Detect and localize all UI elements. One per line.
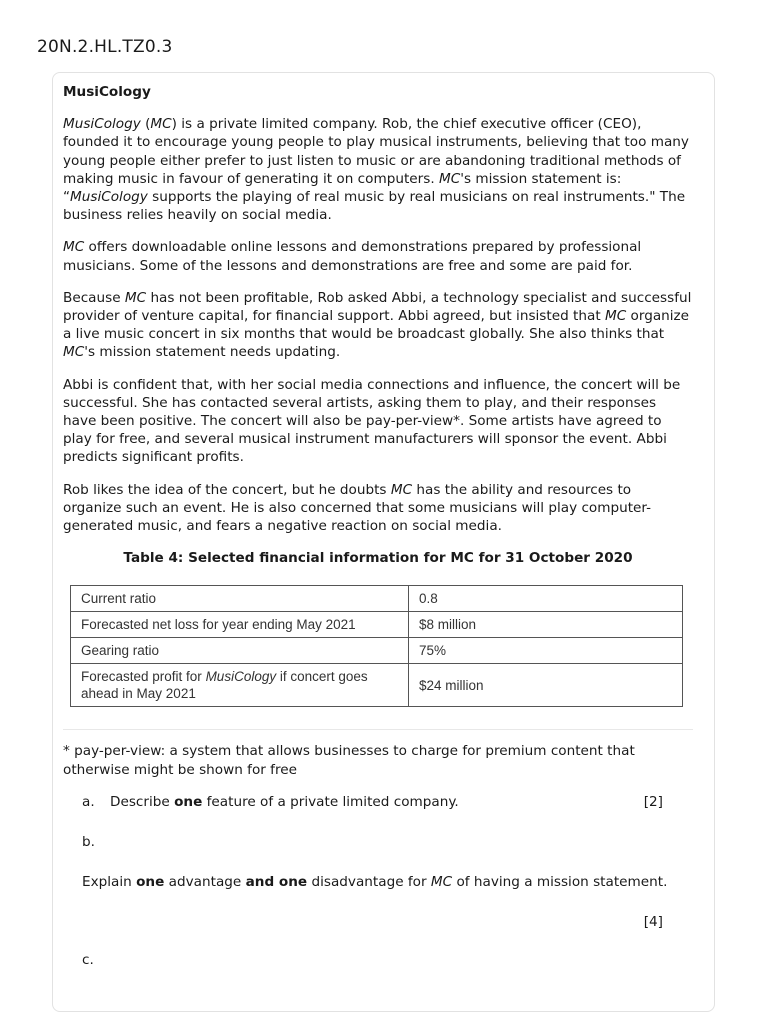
- question-text: Describe one feature of a private limited company.: [110, 793, 459, 810]
- table-cell-label: Forecasted profit for MusiCology if concert goes ahead in May 2021: [71, 664, 409, 707]
- question-a: [82, 793, 693, 811]
- table-row: [71, 664, 683, 707]
- question-c: [82, 951, 693, 969]
- table-cell-value: 75%: [409, 638, 683, 664]
- table-cell-label: Current ratio: [71, 586, 409, 612]
- question-b: [82, 873, 682, 891]
- question-letter: a.: [82, 793, 95, 810]
- question-letter: b.: [82, 834, 95, 851]
- question-card: [52, 72, 715, 1012]
- question-letter: c.: [82, 952, 94, 969]
- footnote: * pay-per-view: a system that allows businesses to charge for premium content that otherwise might be shown for free: [63, 743, 635, 778]
- table-cell-label: Gearing ratio: [71, 638, 409, 664]
- divider: [63, 729, 693, 730]
- case-paragraph-5: Rob likes the idea of the concert, but he doubts MC has the ability and resources to organize such an event. He is also concerned that some musicians will play computer-generated music, and fears a negative reaction on social media.: [63, 481, 652, 535]
- question-b-letter-row: [82, 833, 693, 851]
- case-title: MusiCology: [63, 84, 151, 100]
- table-row: [71, 586, 683, 612]
- question-text: Explain one advantage and one disadvantage for MC of having a mission statement.: [82, 874, 668, 891]
- table-cell-value: 0.8: [409, 586, 683, 612]
- question-b-marks-row: [82, 913, 693, 931]
- table-cell-value: $24 million: [409, 664, 683, 707]
- table-row: [71, 612, 683, 638]
- table-cell-label: Forecasted net loss for year ending May 2021: [71, 612, 409, 638]
- card-content: [63, 83, 693, 970]
- financial-table: [70, 585, 683, 707]
- table-cell-value: $8 million: [409, 612, 683, 638]
- question-id: 20N.2.HL.TZ0.3: [37, 37, 173, 57]
- case-paragraph-1: MusiCology (MC) is a private limited company. Rob, the chief executive officer (CEO), founded it to encourage young people to play musical instruments, believing that too many young people either prefer to just listen to music or are abandoning traditional methods of making music in favour of generating it on computers. MC's mission statement is: “MusiCology supports the playing of real music by real musicians on real instruments." The business relies heavily on social media.: [63, 116, 689, 224]
- case-paragraph-4: Abbi is confident that, with her social media connections and influence, the concert will be successful. She has contacted several artists, asking them to play, and their responses have been positive. The concert will also be pay-per-view*. Some artists have agreed to play for free, and several musical instrument manufacturers will sponsor the event. Abbi predicts significant profits.: [63, 376, 681, 466]
- table-caption: Table 4: Selected financial information for MC for 31 October 2020: [123, 550, 633, 567]
- case-paragraph-2: MC offers downloadable online lessons and demonstrations prepared by professional musicians. Some of the lessons and demonstrations are free and some are paid for.: [63, 239, 642, 274]
- case-paragraph-3: Because MC has not been profitable, Rob asked Abbi, a technology specialist and successful provider of venture capital, for financial support. Abbi agreed, but insisted that MC organize a live music concert in six months that would be broadcast globally. She also thinks that MC's mission statement needs updating.: [63, 289, 692, 361]
- marks-label: [4]: [643, 914, 663, 931]
- marks-label: [2]: [643, 793, 663, 810]
- table-row: [71, 638, 683, 664]
